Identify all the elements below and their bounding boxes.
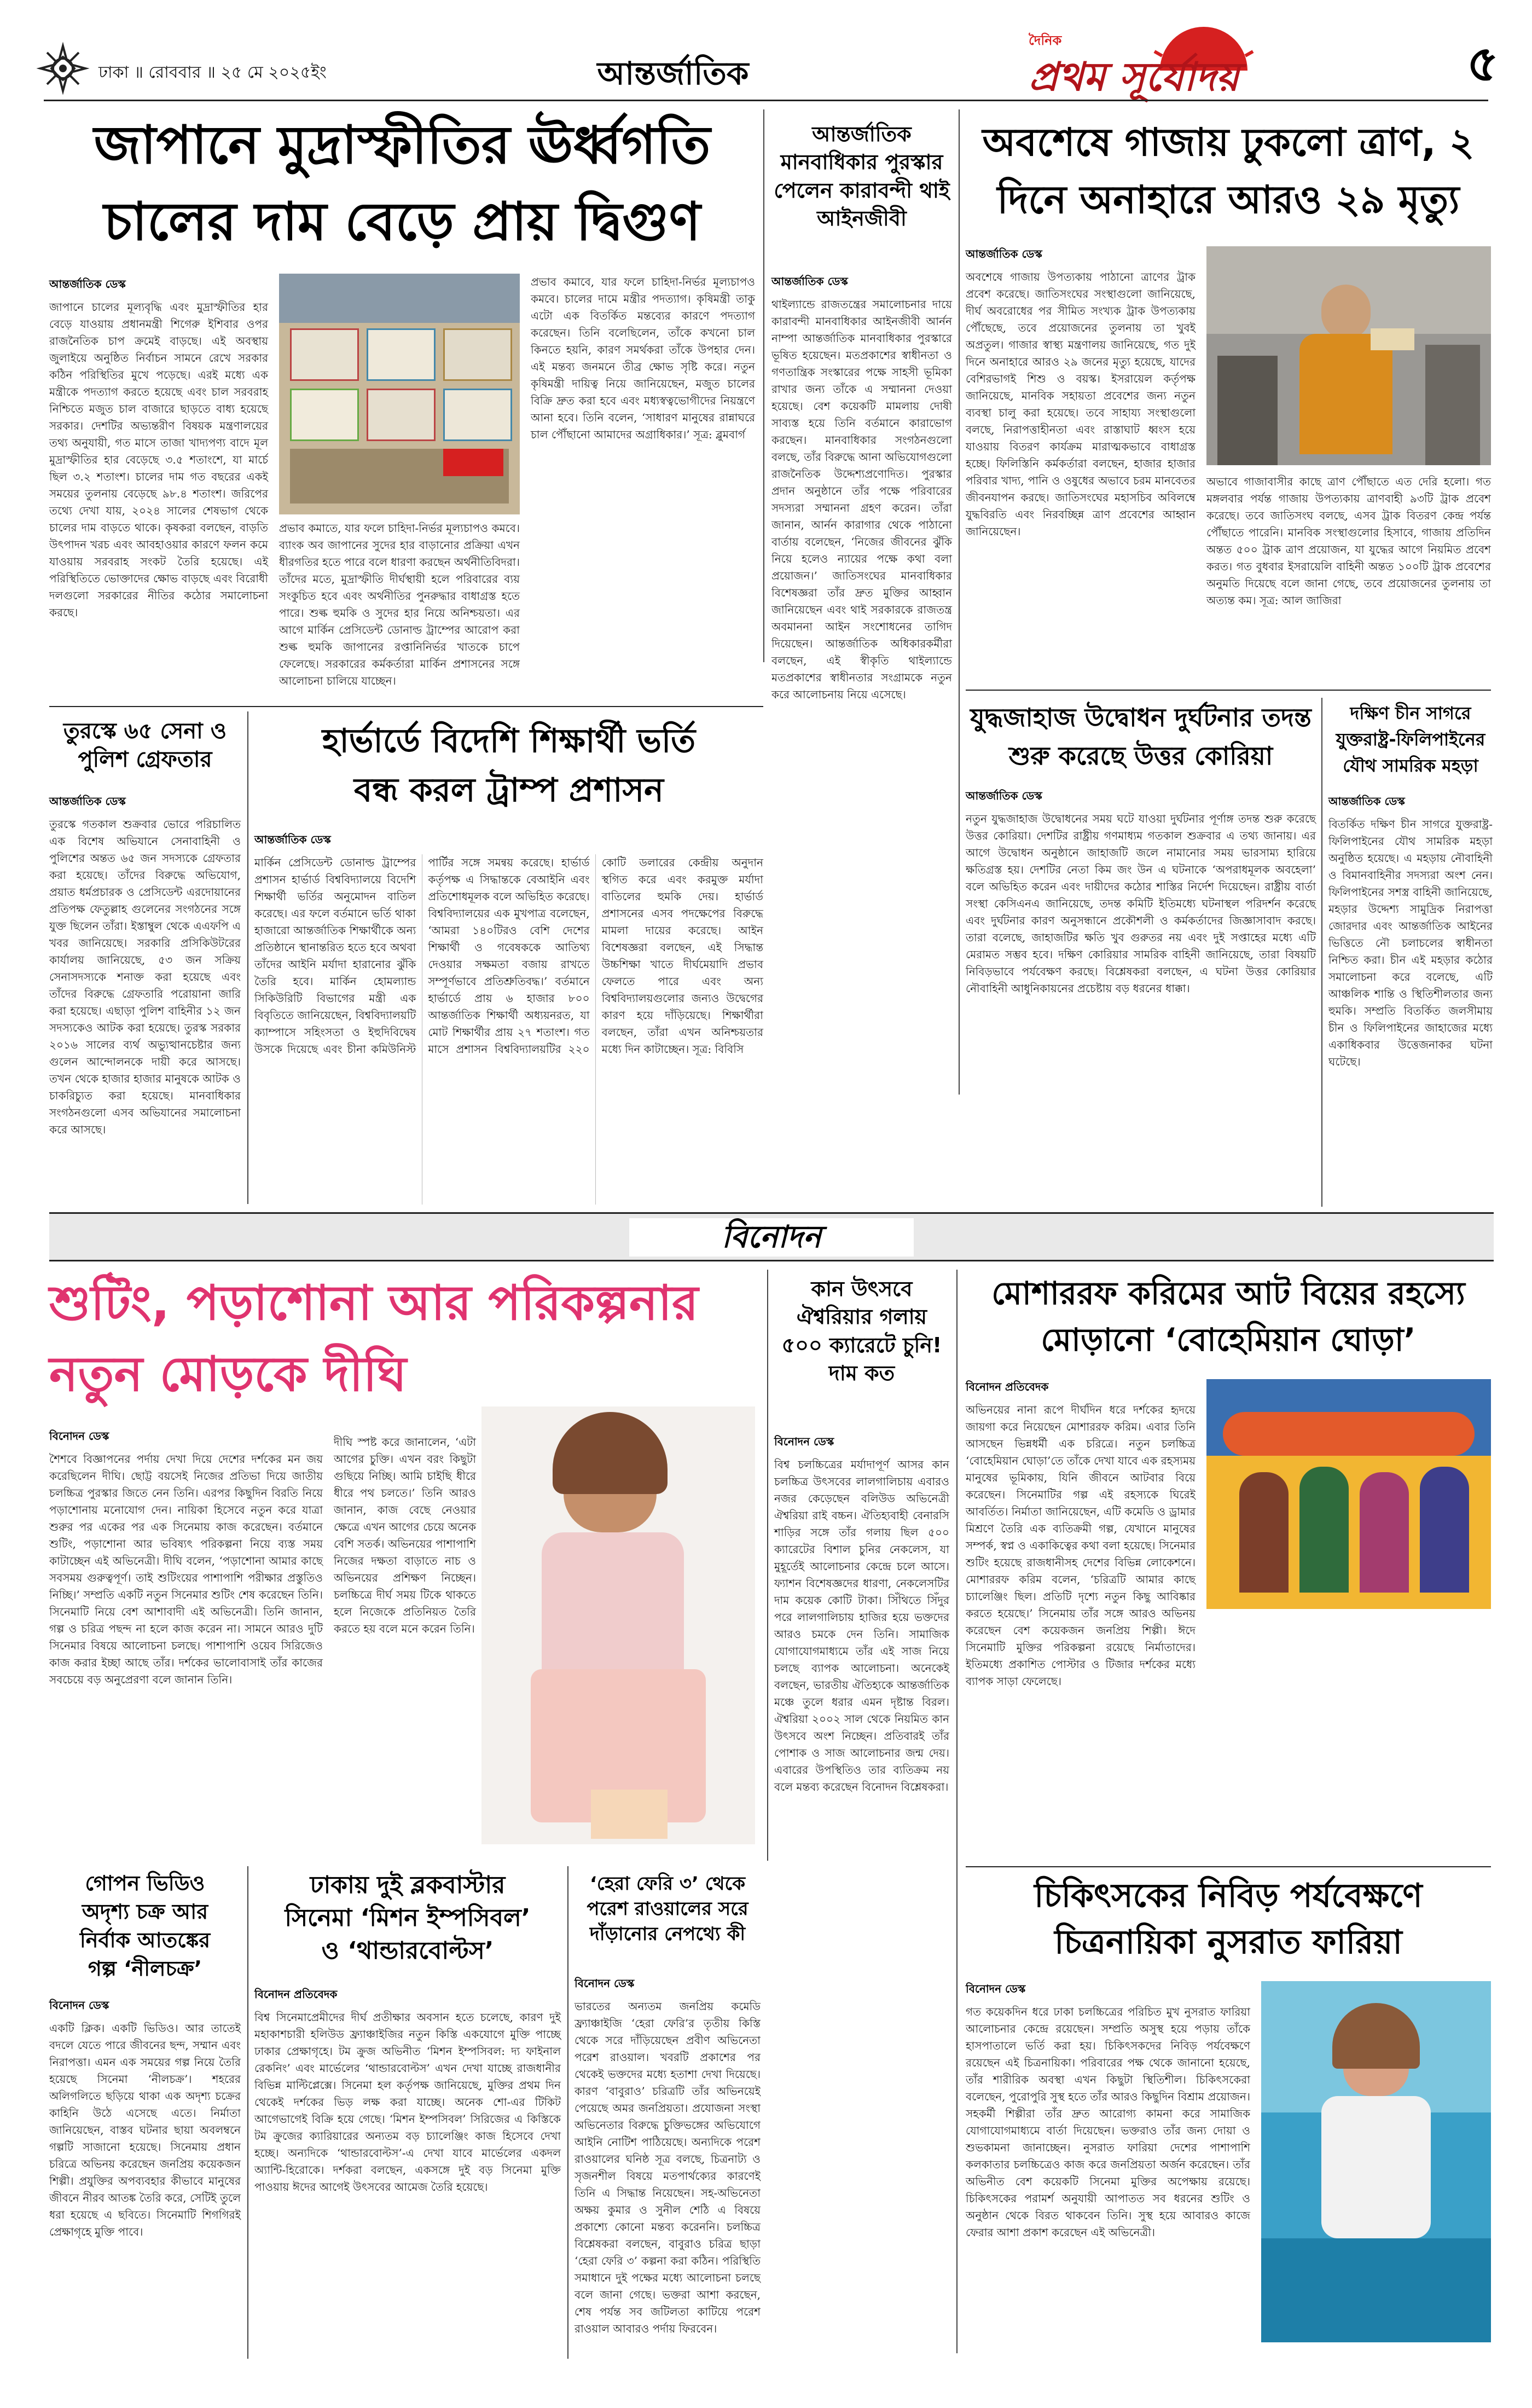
masthead-title: প্রথম সূর্যোদয়: [1029, 54, 1239, 100]
nilchokro-headline-2: অদৃশ্য চক্র আর: [82, 1900, 208, 1924]
scs-desk: আন্তর্জাতিক ডেস্ক: [1328, 795, 1405, 808]
col-divider-2: [959, 109, 960, 1095]
article-nusrat: [966, 1872, 1491, 2359]
col-divider-5: [767, 1270, 768, 1861]
award-desk: আন্তর্জাতিক ডেস্ক: [771, 275, 848, 288]
dhaka-desk: বিনোদন প্রতিবেদক: [254, 1988, 338, 2001]
dighi-headline-2: নতুন মোড়কে দীঘি: [49, 1346, 407, 1402]
turkey-col: [49, 794, 245, 1221]
ornament-icon: [38, 44, 88, 93]
article-nilchokro: [49, 1866, 245, 2359]
bohemian-ghora-poster: [1206, 1379, 1491, 1609]
turkey-desk: আন্তর্জাতিক ডেস্ক: [49, 795, 126, 808]
korea-body: নতুন যুদ্ধজাহাজ উদ্বোধনের সময় ঘটে যাওয়া দুর্ঘটনার পূর্ণাঙ্গ তদন্ত শুরু করেছে উত্তর কোরিয়া। দেশটির রাষ্ট্রীয় গণমাধ্যম গতকাল শুক্রবার এ তথ্য জানায়। এর আগে উদ্বোধন অনুষ্ঠানে জাহাজটি জলে নামানোর সময় ভারসাম্য হারিয়ে ক্ষতিগ্রস্ত হয়। দেশটির নেতা কিম জং উন এ ঘটনাকে ‘অপরাধমূলক অবহেলা’ বলে অভিহিত করেন এবং দায়ীদের কঠোর শাস্তির নির্দেশ দিয়েছেন। রাষ্ট্রীয় বার্তা সংস্থা কেসিএনএ জানিয়েছে, তদন্ত কমিটি ইতিমধ্যে ঘটনাস্থল পরিদর্শন করেছে এবং দুর্ঘটনার কারণ অনুসন্ধানে প্রকৌশলী ও কর্মকর্তাদের জিজ্ঞাসাবাদ করছে। তারা বলেছে, জাহাজটির ক্ষতি খুব গুরুতর নয় এবং দুই সপ্তাহের মধ্যে এটি মেরামত সম্ভব হবে। দক্ষিণ কোরিয়ার সামরিক বাহিনী জানিয়েছে, তারা বিষয়টি নিবিড়ভাবে পর্যবেক্ষণ করছে। বিশ্লেষকরা বলছেন, এ ঘটনা উত্তর কোরিয়ার নৌবাহিনী আধুনিকায়নের প্রচেষ্টায় বড় ধরনের ধাক্কা।: [966, 812, 1320, 995]
article-scs: [1328, 698, 1496, 1207]
nusrat-poolside-photo: [1261, 1981, 1491, 2342]
date-line: ঢাকা ॥ রোববার ॥ ২৫ মে ২০২৫ইং: [98, 63, 327, 82]
article-award: [771, 109, 956, 1095]
dighi-col-mid: [334, 1434, 480, 1839]
japan-col-left: [49, 276, 272, 706]
gaza-col-left: [966, 246, 1199, 684]
entertainment-band-title: বিনোদন: [629, 1218, 914, 1257]
aishwarya-body: বিশ্ব চলচ্চিত্রের মর্যাদাপূর্ণ আসর কান চলচ্চিত্র উৎসবের লালগালিচায় এবারও নজর কেড়েছেন বলিউড অভিনেত্রী ঐশ্বরিয়া রাই বচ্চন। ঐতিহ্যবাহী বেনারসি শাড়ির সঙ্গে তাঁর গলায় ছিল ৫০০ ক্যারেটের বিশাল চুনির নেকলেস, যা মুহূর্তেই আলোচনার কেন্দ্রে চলে আসে। ফ্যাশন বিশেষজ্ঞদের ধারণা, নেকলেসটির দাম কয়েক কোটি টাকা। সিঁথিতে সিঁদুর পরে লালগালিচায় হাজির হয়ে ভক্তদের আরও চমকে দেন তিনি। সামাজিক যোগাযোগমাধ্যমে তাঁর এই সাজ নিয়ে চলছে ব্যাপক আলোচনা। অনেকেই বলছেন, ভারতীয় ঐতিহ্যকে আন্তর্জাতিক মঞ্চে তুলে ধরার এমন দৃষ্টান্ত বিরল। ঐশ্বরিয়া ২০০২ সাল থেকে নিয়মিত কান উৎসবে অংশ নিচ্ছেন। প্রতিবারই তাঁর পোশাক ও সাজ আলোচনার জন্ম দেয়। এবারের উপস্থিতিও তার ব্যতিক্রম নয় বলে মন্তব্য করেছেন বিনোদন বিশ্লেষকরা।: [774, 1458, 953, 1793]
divider-lower-right: [966, 1866, 1491, 1867]
dhaka-body: বিশ্ব সিনেমাপ্রেমীদের দীর্ঘ প্রতীক্ষার অবসান হতে চলেছে, কারণ দুই মহাকাশচারী হলিউড ফ্র্যাঞ্চাইজির নতুন কিস্তি একযোগে মুক্তি পাচ্ছে ঢাকার প্রেক্ষাগৃহে। টম ক্রুজ অভিনীত ‘মিশন ইম্পসিবল: দ্য ফাইনাল রেকনিং’ এবং মার্ভেলের ‘থান্ডারবোল্টস’ এখন দেখা যাচ্ছে রাজধানীর বিভিন্ন মাল্টিপ্লেক্সে। সিনেমা হল কর্তৃপক্ষ জানিয়েছে, মুক্তির প্রথম দিন থেকেই দর্শকের ভিড় লক্ষ করা যাচ্ছে। অনেক শো-এর টিকিট আগেভাগেই বিক্রি হয়ে গেছে। ‘মিশন ইম্পসিবল’ সিরিজের এ কিস্তিকে টম ক্রুজের ক্যারিয়ারের অন্যতম বড় চ্যালেঞ্জিং কাজ হিসেবে দেখা হচ্ছে। অন্যদিকে ‘থান্ডারবোল্টস’-এ দেখা যাবে মার্ভেলের একদল অ্যান্টি-হিরোকে। দর্শকরা বলছেন, একসঙ্গে দুই বড় সিনেমা মুক্তি পাওয়ায় ঈদের আগেই উৎসবের আমেজ তৈরি হয়েছে।: [254, 2011, 565, 2193]
col-divider-1: [763, 109, 764, 662]
dighi-body: শৈশবে বিজ্ঞাপনের পর্দায় দেখা দিয়ে দেশের দর্শকের মন জয় করেছিলেন দীঘি। ছোট্ট বয়সেই নিজের প্রতিভা দিয়ে জাতীয় চলচ্চিত্র পুরস্কার জিতে নেন তিনি। এরপর কিছুদিন বিরতি নিয়ে পড়াশোনায় মনোযোগ দেন। নায়িকা হিসেবে নতুন করে যাত্রা শুরুর পর একের পর এক সিনেমায় কাজ করেছেন। বর্তমানে শুটিং, পড়াশোনা আর ভবিষ্যৎ পরিকল্পনা নিয়ে ব্যস্ত সময় কাটাচ্ছেন এই অভিনেত্রী। দীঘি বলেন, ‘পড়াশোনা আমার কাছে সবসময় গুরুত্বপূর্ণ। তাই শুটিংয়ের পাশাপাশি পরীক্ষার প্রস্তুতিও নিচ্ছি।’ সম্প্রতি একটি নতুন সিনেমার শুটিং শেষ করেছেন তিনি। সিনেমাটি নিয়ে বেশ আশাবাদী এই অভিনেত্রী। তিনি জানান, গল্প ও চরিত্র পছন্দ না হলে কাজ করেন না। সামনে আরও দুটি সিনেমার বিষয়ে আলোচনা চলছে। পাশাপাশি ওয়েব সিরিজেও কাজ করার ইচ্ছা আছে তাঁর। দর্শকের ভালোবাসাই তাঁর কাজের সবচেয়ে বড় অনুপ্রেরণা বলে জানান তিনি।: [49, 1452, 327, 1686]
mosharraf-headline-1: মোশাররফ করিমের আট বিয়ের রহস্যে: [991, 1275, 1465, 1312]
herapheri-body: ভারতের অন্যতম জনপ্রিয় কমেডি ফ্র্যাঞ্চাইজি ‘হেরা ফেরি’র তৃতীয় কিস্তি থেকে সরে দাঁড়িয়েছেন প্রবীণ অভিনেতা পরেশ রাওয়াল। খবরটি প্রকাশের পর থেকেই ভক্তদের মধ্যে হতাশা দেখা দিয়েছে। কারণ ‘বাবুরাও’ চরিত্রটি তাঁর অভিনয়েই পেয়েছে অমর জনপ্রিয়তা। প্রযোজনা সংস্থা অভিনেতার বিরুদ্ধে চুক্তিভঙ্গের অভিযোগে আইনি নোটিশ পাঠিয়েছে। অন্যদিকে পরেশ রাওয়ালের ঘনিষ্ঠ সূত্র বলছে, চিত্রনাট্য ও সৃজনশীল বিষয়ে মতপার্থক্যের কারণেই তিনি এ সিদ্ধান্ত নিয়েছেন। সহ-অভিনেতা অক্ষয় কুমার ও সুনীল শেঠি এ বিষয়ে প্রকাশ্যে কোনো মন্তব্য করেননি। চলচ্চিত্র বিশ্লেষকরা বলছেন, বাবুরাও চরিত্র ছাড়া ‘হেরা ফেরি ৩’ কল্পনা করা কঠিন। পরিস্থিতি সমাধানে দুই পক্ষের মধ্যে আলোচনা চলছে বলে জানা গেছে। ভক্তরা আশা করছেন, শেষ পর্যন্ত সব জটিলতা কাটিয়ে পরেশ রাওয়াল আবারও পর্দায় ফিরবেন।: [574, 2000, 764, 2335]
mosharraf-headline-2: মোড়ানো ‘বোহেমিয়ান ঘোড়া’: [1041, 1321, 1416, 1358]
entertainment-band: [49, 1212, 1494, 1261]
divider-mid-right: [966, 690, 1491, 691]
dighi-col-left: [49, 1428, 327, 1856]
herapheri-headline: ‘হেরা ফেরি ৩’ থেকে পরেশ রাওয়ালের সরে দাঁড়ানোর নেপথ্যে কী: [587, 1873, 748, 1945]
dighi-body-2: দীঘি স্পষ্ট করে জানালেন, ‘এটা আগের চুক্তি। এখন বরং কিছুটা গুছিয়ে নিচ্ছি। আমি চাইছি ধীরে ধীরে পথ চলতে।’ তিনি আরও জানান, কাজ বেছে নেওয়ার ক্ষেত্রে এখন আগের চেয়ে অনেক বেশি সতর্ক। অভিনয়ের পাশাপাশি নিজের দক্ষতা বাড়াতে নাচ ও অভিনয়ের প্রশিক্ষণ নিচ্ছেন। চলচ্চিত্রে দীর্ঘ সময় টিকে থাকতে হলে নিজেকে প্রতিনিয়ত তৈরি করতে হয় বলে মনে করেন তিনি।: [334, 1435, 480, 1635]
article-aishwarya: [774, 1270, 953, 2353]
page-number: ৫: [1466, 35, 1499, 92]
korea-headline-2: শুরু করেছে উত্তর কোরিয়া: [1008, 741, 1273, 771]
turkey-body: তুরস্কে গতকাল শুক্রবার ভোরে পরিচালিত এক বিশেষ অভিযানে সেনাবাহিনী ও পুলিশের অন্তত ৬৫ জন সদস্যকে গ্রেফতার করা হয়েছে। তাঁদের বিরুদ্ধে অভিযোগ, প্রয়াত ধর্মপ্রচারক ও প্রেসিডেন্ট এরদোয়ানের প্রতিপক্ষ ফেতুল্লাহ গুলেনের সংগঠনের সঙ্গে যুক্ত ছিলেন তাঁরা। ইস্তাম্বুল থেকে এএফপি এ খবর জানিয়েছে। সরকারি প্রসিকিউটরের কার্যালয় জানিয়েছে, ৫৩ জন সক্রিয় সেনাসদস্যকে শনাক্ত করা হয়েছে এবং তাঁদের বিরুদ্ধে গ্রেফতারি পরোয়ানা জারি করা হয়েছে। এছাড়া পুলিশ বাহিনীর ১২ জন সদস্যকেও আটক করা হয়েছে। তুরস্ক সরকার ২০১৬ সালের ব্যর্থ অভ্যুত্থানচেষ্টার জন্য গুলেন আন্দোলনকে দায়ী করে আসছে। তখন থেকে হাজার হাজার মানুষকে আটক ও চাকরিচ্যুত করা হয়েছে। মানবাধিকার সংগঠনগুলো এসব অভিযানের সমালোচনা করে আসছে।: [49, 818, 245, 1136]
aishwarya-col: [774, 1434, 953, 2365]
article-mosharraf: [966, 1270, 1491, 1866]
page-header: [0, 0, 1532, 109]
nilchokro-col: [49, 1998, 245, 2337]
nusrat-col: [966, 1981, 1254, 2354]
col-divider-3: [247, 711, 248, 1204]
scs-headline-1: দক্ষিণ চীন সাগরে: [1350, 703, 1471, 723]
turkey-headline: তুরস্কে ৬৫ সেনা ও পুলিশ গ্রেফতার: [63, 719, 227, 772]
nusrat-desk: বিনোদন ডেস্ক: [966, 1982, 1026, 1995]
header-rule: [44, 100, 1488, 101]
nilchokro-body: একটি ক্লিক। একটি ভিডিও। আর তাতেই বদলে যেতে পারে জীবনের ছন্দ, সম্মান এবং নিরাপত্তা। এমন এক সময়ের গল্প নিয়ে তৈরি হয়েছে সিনেমা ‘নীলচক্র’। শহরের অলিগলিতে ছড়িয়ে থাকা এক অদৃশ্য চক্রের কাহিনি উঠে এসেছে এতে। নির্মাতা জানিয়েছেন, বাস্তব ঘটনার ছায়া অবলম্বনে গল্পটি সাজানো হয়েছে। সিনেমায় প্রধান চরিত্রে অভিনয় করেছেন জনপ্রিয় কয়েকজন শিল্পী। প্রযুক্তির অপব্যবহার কীভাবে মানুষের জীবনে নীরব আতঙ্ক তৈরি করে, সেটিই তুলে ধরা হয়েছে এ ছবিতে। সিনেমাটি শিগগিরই প্রেক্ষাগৃহে মুক্তি পাবে।: [49, 2022, 245, 2238]
nilchokro-headline-4: গল্প ‘নীলচক্র’: [88, 1956, 202, 1981]
dhaka-headline-1: ঢাকায় দুই ব্লকবাস্টার: [310, 1871, 506, 1899]
col-divider-6: [956, 1270, 958, 2353]
herapheri-col: [574, 1976, 764, 2348]
col-divider-4: [1321, 698, 1322, 1207]
nusrat-body: গত কয়েকদিন ধরে ঢাকা চলচ্চিত্রের পরিচিত মুখ নুসরাত ফারিয়া আলোচনার কেন্দ্রে রয়েছেন। সম্প্রতি অসুস্থ হয়ে পড়ায় তাঁকে হাসপাতালে ভর্তি করা হয়। চিকিৎসকদের নিবিড় পর্যবেক্ষণে রয়েছেন এই চিত্রনায়িকা। পরিবারের পক্ষ থেকে জানানো হয়েছে, তাঁর শারীরিক অবস্থা এখন কিছুটা স্থিতিশীল। চিকিৎসকেরা বলেছেন, পুরোপুরি সুস্থ হতে তাঁর আরও কিছুদিন বিশ্রাম প্রয়োজন। সহকর্মী শিল্পীরা তাঁর দ্রুত আরোগ্য কামনা করে সামাজিক যোগাযোগমাধ্যমে বার্তা দিয়েছেন। ভক্তরাও তাঁর জন্য দোয়া ও শুভকামনা জানাচ্ছেন। নুসরাত ফারিয়া দেশের পাশাপাশি কলকাতার চলচ্চিত্রেও কাজ করে জনপ্রিয়তা অর্জন করেছেন। তাঁর অভিনীত বেশ কয়েকটি সিনেমা মুক্তির অপেক্ষায় রয়েছে। চিকিৎসকের পরামর্শ অনুযায়ী আপাতত সব ধরনের শুটিং ও অনুষ্ঠান থেকে বিরত থাকবেন তিনি। সুস্থ হয়ে আবারও কাজে ফেরার আশা প্রকাশ করেছেন এই অভিনেত্রী।: [966, 2005, 1254, 2239]
gaza-headline-1: অবশেষে গাজায় ঢুকলো ত্রাণ, ২: [982, 120, 1475, 165]
award-headline: আন্তর্জাতিক মানবাধিকার পুরস্কার পেলেন কারাবন্দী থাই আইনজীবী: [774, 122, 950, 230]
japan-col-mid: [279, 520, 524, 706]
dighi-portrait-photo: [481, 1406, 755, 1844]
col-divider-8: [567, 1866, 568, 2359]
dighi-desk: বিনোদন ডেস্ক: [49, 1429, 109, 1443]
scs-headline-3: যৌথ সামরিক মহড়া: [1343, 755, 1478, 776]
korea-col: [966, 788, 1320, 1205]
japan-body-mid: প্রভাব কমাতে, যার ফলে চাহিদা-নির্ভর মূল্যচাপও কমবে। ব্যাংক অব জাপানের সুদের হার বাড়ানোর প্রক্রিয়া এখন ধীরগতির হতে পারে বলে ধারণা করছেন অর্থনীতিবিদরা। তাঁদের মতে, মুদ্রাস্ফীতি দীর্ঘস্থায়ী হলে পরিবারের ব্যয় সংকুচিত হবে এবং অর্থনীতির পুনরুদ্ধার বাধাগ্রস্ত হতে পারে। শুল্ক হুমকি ও সুদের হার নিয়ে অনিশ্চয়তা। এর আগে মার্কিন প্রেসিডেন্ট ডোনাল্ড ট্রাম্পের আরোপ করা শুল্ক হুমকি জাপানের রপ্তানিনির্ভর খাতকে চাপে ফেলেছে। সরকারের কর্মকর্তারা মার্কিন প্রশাসনের সঙ্গে আলোচনা চালিয়ে যাচ্ছেন।: [279, 522, 524, 687]
gaza-child-photo: [1206, 246, 1491, 465]
dhaka-headline-3: ও ‘থান্ডারবোল্টস’: [321, 1937, 494, 1965]
nusrat-headline-2: চিত্রনায়িকা নুসরাত ফারিয়া: [1054, 1923, 1402, 1961]
masthead-small: দৈনিক: [1029, 33, 1062, 48]
dighi-headline-1: শুটিং, পড়াশোনা আর পরিকল্পনার: [49, 1275, 699, 1331]
gaza-desk: আন্তর্জাতিক ডেস্ক: [966, 247, 1042, 261]
article-japan: [49, 109, 759, 706]
nilchokro-desk: বিনোদন ডেস্ক: [49, 1999, 109, 2012]
article-korea: [966, 698, 1320, 1207]
japan-rice-photo: [279, 274, 520, 514]
scs-headline-2: যুক্তরাষ্ট্র-ফিলিপাইনের: [1336, 729, 1485, 750]
scs-body: বিতর্কিত দক্ষিণ চীন সাগরে যুক্তরাষ্ট্র-ফিলিপাইনের যৌথ সামরিক মহড়া অনুষ্ঠিত হয়েছে। এ মহড়ায় নৌবাহিনী ও বিমানবাহিনীর সদস্যরা অংশ নেন। ফিলিপাইনের সশস্ত্র বাহিনী জানিয়েছে, মহড়ার উদ্দেশ্য সামুদ্রিক নিরাপত্তা জোরদার এবং আন্তর্জাতিক আইনের ভিত্তিতে নৌ চলাচলের স্বাধীনতা নিশ্চিত করা। চীন এই মহড়ার কঠোর সমালোচনা করে বলেছে, এটি আঞ্চলিক শান্তি ও স্থিতিশীলতার জন্য হুমকি। সম্প্রতি বিতর্কিত জলসীমায় চীন ও ফিলিপাইনের জাহাজের মধ্যে একাধিকবার উত্তেজনাকর ঘটনা ঘটেছে।: [1328, 818, 1496, 1068]
japan-desk: আন্তর্জাতিক ডেস্ক: [49, 277, 126, 291]
mosharraf-desk: বিনোদন প্রতিবেদক: [966, 1380, 1049, 1393]
japan-headline-2: চালের দাম বেড়ে প্রায় দ্বিগুণ: [103, 191, 701, 252]
article-dighi: [49, 1270, 761, 1861]
aishwarya-headline: কান উৎসবে ঐশ্বরিয়ার গলায় ৫০০ ক্যারেটে চুনি! দাম কত: [781, 1277, 942, 1385]
award-body: থাইল্যান্ডে রাজতন্ত্রের সমালোচনার দায়ে কারাবন্দী মানবাধিকার আইনজীবী আর্নন নাম্পা আন্তর্জাতিক মানবাধিকার পুরস্কারে ভূষিত হয়েছেন। মতপ্রকাশের স্বাধীনতা ও গণতান্ত্রিক সংস্কারের পক্ষে সাহসী ভূমিকা রাখার জন্য তাঁকে এ সম্মাননা দেওয়া হয়েছে। বেশ কয়েকটি মামলায় দোষী সাব্যস্ত হয়ে তিনি বর্তমানে কারাভোগ করছেন। মানবাধিকার সংগঠনগুলো বলছে, তাঁর বিরুদ্ধে আনা অভিযোগগুলো রাজনৈতিক উদ্দেশ্যপ্রণোদিত। পুরস্কার প্রদান অনুষ্ঠানে তাঁর পক্ষে পরিবারের সদস্যরা সম্মাননা গ্রহণ করেন। তাঁরা জানান, আর্নন কারাগার থেকে পাঠানো বার্তায় বলেছেন, ‘নিজের জীবনের ঝুঁকি নিয়ে হলেও ন্যায়ের পক্ষে কথা বলা প্রয়োজন।’ জাতিসংঘের মানবাধিকার বিশেষজ্ঞরা তাঁর দ্রুত মুক্তির আহ্বান জানিয়েছেন এবং থাই সরকারকে রাজতন্ত্র অবমাননা আইন সংশোধনের তাগিদ দিয়েছেন। আন্তর্জাতিক অধিকারকর্মীরা বলছেন, এই স্বীকৃতি থাইল্যান্ডে মতপ্রকাশের স্বাধীনতার সংগ্রামকে নতুন করে আলোচনায় নিয়ে এসেছে।: [771, 298, 956, 701]
nilchokro-headline-3: নির্বাক আতঙ্কের: [79, 1928, 211, 1952]
mosharraf-col-left: [966, 1379, 1199, 1867]
article-harvard: [254, 711, 767, 1226]
section-title: আন্তর্জাতিক: [597, 55, 749, 92]
japan-col-right: [531, 274, 759, 706]
mosharraf-body: অভিনয়ের নানা রূপে দীর্ঘদিন ধরে দর্শকের হৃদয়ে জায়গা করে নিয়েছেন মোশাররফ করিম। এবার তিনি আসছেন ভিন্নধর্মী এক চরিত্রে। নতুন চলচ্চিত্র ‘বোহেমিয়ান ঘোড়া’তে তাঁকে দেখা যাবে এক রহস্যময় মানুষের ভূমিকায়, যিনি জীবনে আটবার বিয়ে করেছেন। সিনেমাটির গল্প এই রহস্যকে ঘিরেই আবর্তিত। নির্মাতা জানিয়েছেন, এটি কমেডি ও ড্রামার মিশ্রণে তৈরি এক ব্যতিক্রমী গল্প, যেখানে মানুষের সম্পর্ক, স্বপ্ন ও একাকিত্বের কথা বলা হয়েছে। সিনেমার শুটিং হয়েছে রাজধানীসহ দেশের বিভিন্ন লোকেশনে। মোশাররফ করিম বলেন, ‘চরিত্রটি আমার কাছে চ্যালেঞ্জিং ছিল। প্রতিটি দৃশ্যে নতুন কিছু আবিষ্কার করতে হয়েছে।’ সিনেমায় তাঁর সঙ্গে আরও অভিনয় করেছেন বেশ কয়েকজন জনপ্রিয় শিল্পী। ঈদে সিনেমাটি মুক্তির পরিকল্পনা রয়েছে নির্মাতাদের। ইতিমধ্যে প্রকাশিত পোস্টার ও টিজার দর্শকের মধ্যে ব্যাপক সাড়া ফেলেছে।: [966, 1403, 1199, 1688]
japan-body-left: জাপানে চালের মূল্যবৃদ্ধি এবং মুদ্রাস্ফীতির হার বেড়ে যাওয়ায় প্রধানমন্ত্রী শিগেরু ইশিবার ওপর রাজনৈতিক চাপ ক্রমেই বাড়ছে। এই অবস্থায় জুলাইয়ে অনুষ্ঠিত নির্বাচন সামনে রেখে সরকার কঠিন পরিস্থিতির মুখে পড়েছে। এরই মধ্যে এক মন্ত্রীকে পদত্যাগ করতে হয়েছে এবং চাল সরবরাহ নিশ্চিতে মজুত চাল বাজারে ছাড়তে বাধ্য হয়েছে সরকার। দেশটির অভ্যন্তরীণ বিষয়ক মন্ত্রণালয়ের তথ্য অনুযায়ী, গত মাসে তাজা খাদ্যপণ্য বাদে মূল মুদ্রাস্ফীতির হার বেড়েছে ৩.৫ শতাংশে, যা মার্চে ছিল ৩.২ শতাংশ। চালের দাম গত বছরের একই সময়ের তুলনায় বেড়েছে ৯৮.৪ শতাংশ। জরিপের তথ্যে দেখা যায়, ২০২৪ সালের শেষভাগ থেকে চালের দাম বাড়তে থাকে। কৃষকরা বলছেন, বাড়তি উৎপাদন খরচ এবং আবহাওয়ার কারণে ফলন কমে যাওয়ায় সরবরাহ সংকট তৈরি হয়েছে। এই পরিস্থিতিতে ভোক্তাদের ক্ষোভ বাড়ছে এবং বিরোধী দলগুলো সরকারের নীতির কঠোর সমালোচনা করছে।: [49, 300, 272, 619]
nilchokro-headline-1: গোপন ভিডিও: [85, 1871, 205, 1895]
article-herapheri: [574, 1866, 764, 2359]
divider-mid-left: [49, 706, 763, 707]
article-gaza: [966, 109, 1495, 684]
nusrat-headline-1: চিকিৎসকের নিবিড় পর্যবেক্ষণে: [1034, 1877, 1423, 1915]
gaza-headline-2: দিনে অনাহারে আরও ২৯ মৃত্যু: [997, 177, 1460, 222]
gaza-col-right: [1206, 473, 1495, 684]
dhaka-col: [254, 1987, 565, 2348]
japan-body-right: প্রভাব কমাবে, যার ফলে চাহিদা-নির্ভর মূল্যচাপও কমবে। চালের দামে মন্ত্রীর পদত্যাগ। কৃষিমন্ত্রী তাকু এটো এক বিতর্কিত মন্তব্যের কারণে পদত্যাগ করেছেন। তিনি বলেছিলেন, তাঁকে কখনো চাল কিনতে হয়নি, কারণ সমর্থকরা তাঁকে উপহার দেন। এই মন্তব্য জনমনে তীব্র ক্ষোভ সৃষ্টি করে। নতুন কৃষিমন্ত্রী দায়িত্ব নিয়ে জানিয়েছেন, মজুত চালের বিক্রি দ্রুত করা হবে এবং মধ্যস্বত্বভোগীদের নিয়ন্ত্রণে আনা হবে। তিনি বলেন, ‘সাধারণ মানুষের রান্নাঘরে চাল পৌঁছানো আমাদের অগ্রাধিকার।’ সূত্র: ব্লুমবার্গ: [531, 275, 759, 441]
article-turkey: [49, 711, 245, 1226]
article-dhaka: [254, 1866, 565, 2359]
harvard-headline-2: বন্ধ করল ট্রাম্প প্রশাসন: [354, 771, 664, 809]
scs-col: [1328, 794, 1496, 1205]
korea-headline-1: যুদ্ধজাহাজ উদ্বোধন দুর্ঘটনার তদন্ত: [970, 703, 1312, 732]
aishwarya-desk: বিনোদন ডেস্ক: [774, 1435, 834, 1448]
korea-desk: আন্তর্জাতিক ডেস্ক: [966, 789, 1042, 802]
harvard-headline-1: হার্ভার্ডে বিদেশি শিক্ষার্থী ভর্তি: [322, 722, 696, 760]
award-col: [771, 274, 956, 1172]
japan-headline-1: জাপানে মুদ্রাস্ফীতির ঊর্ধ্বগতি: [94, 114, 711, 176]
col-divider-7: [247, 1866, 248, 2359]
harvard-body: মার্কিন প্রেসিডেন্ট ডোনাল্ড ট্রাম্পের প্রশাসন হার্ভার্ড বিশ্ববিদ্যালয়ে বিদেশি শিক্ষার্থী ভর্তির অনুমোদন বাতিল করেছে। এর ফলে বর্তমানে ভর্তি থাকা হাজারো আন্তর্জাতিক শিক্ষার্থীকে অন্য প্রতিষ্ঠানে স্থানান্তরিত হতে হবে অথবা তাঁদের আইনি মর্যাদা হারানোর ঝুঁকি তৈরি হবে। মার্কিন হোমল্যান্ড সিকিউরিটি বিভাগের মন্ত্রী এক বিবৃতিতে জানিয়েছেন, বিশ্ববিদ্যালয়টি ক্যাম্পাসে সহিংসতা ও ইহুদিবিদ্বেষ উসকে দিয়েছে এবং চীনা কমিউনিস্ট পার্টির সঙ্গে সমন্বয় করেছে। হার্ভার্ড কর্তৃপক্ষ এ সিদ্ধান্তকে বেআইনি এবং প্রতিশোধমূলক বলে অভিহিত করেছে। বিশ্ববিদ্যালয়ের এক মুখপাত্র বলেছেন, ‘আমরা ১৪০টিরও বেশি দেশের শিক্ষার্থী ও গবেষককে আতিথ্য দেওয়ার সক্ষমতা বজায় রাখতে সম্পূর্ণভাবে প্রতিশ্রুতিবদ্ধ।’ বর্তমানে হার্ভার্ডে প্রায় ৬ হাজার ৮০০ আন্তর্জাতিক শিক্ষার্থী অধ্যয়নরত, যা মোট শিক্ষার্থীর প্রায় ২৭ শতাংশ। গত মাসে প্রশাসন বিশ্ববিদ্যালয়টির ২২০ কোটি ডলারের কেন্দ্রীয় অনুদান স্থগিত করে এবং করমুক্ত মর্যাদা বাতিলের হুমকি দেয়। হার্ভার্ড প্রশাসনের এসব পদক্ষেপের বিরুদ্ধে মামলা দায়ের করেছে। আইন বিশেষজ্ঞরা বলছেন, এই সিদ্ধান্ত উচ্চশিক্ষা খাতে দীর্ঘমেয়াদি প্রভাব ফেলতে পারে এবং অন্য বিশ্ববিদ্যালয়গুলোর জন্যও উদ্বেগের কারণ হয়ে দাঁড়িয়েছে। শিক্ষার্থীরা বলছেন, তাঁরা এখন অনিশ্চয়তার মধ্যে দিন কাটাচ্ছেন। সূত্র: বিবিসি: [254, 856, 767, 1056]
herapheri-desk: বিনোদন ডেস্ক: [574, 1977, 635, 1990]
dhaka-headline-2: সিনেমা ‘মিশন ইম্পসিবল’: [285, 1904, 531, 1932]
gaza-body-right: অভাবে গাজাবাসীর কাছে ত্রাণ পৌঁছাতে এত দেরি হলো। গত মঙ্গলবার পর্যন্ত গাজায় উপত্যকায় ত্রাণবাহী ৯৩টি ট্রাক প্রবেশ করেছে। তবে জাতিসংঘ বলছে, এসব ট্রাক বিতরণ কেন্দ্র পর্যন্ত পৌঁছাতে পারেনি। মানবিক সংস্থাগুলোর হিসাবে, গাজায় প্রতিদিন অন্তত ৫০০ ট্রাক ত্রাণ প্রয়োজন, যা যুদ্ধের আগে নিয়মিত প্রবেশ করত। গত বুধবার ইসরায়েলি বাহিনী অন্তত ১০০টি ট্রাক প্রবেশের অনুমতি দিয়েছে বলে জানা গেছে, তবে প্রয়োজনের তুলনায় তা অত্যন্ত কম। সূত্র: আল জাজিরা: [1206, 475, 1495, 607]
harvard-desk: আন্তর্জাতিক ডেস্ক: [254, 833, 331, 846]
masthead: [1029, 33, 1434, 100]
harvard-cols: [254, 832, 767, 1205]
gaza-body: অবশেষে গাজায় উপত্যকায় পাঠানো ত্রাণের ট্রাক প্রবেশ করেছে। জাতিসংঘের সংস্থাগুলো জানিয়েছে, দীর্ঘ অবরোধের পর সীমিত সংখ্যক ট্রাক উপত্যকায় পৌঁছেছে, তবে প্রয়োজনের তুলনায় তা খুবই অপ্রতুল। গাজার স্বাস্থ্য মন্ত্রণালয় জানিয়েছে, গত দুই দিনে অনাহারে আরও ২৯ জনের মৃত্যু হয়েছে, যাদের বেশিরভাগই শিশু ও বয়স্ক। ইসরায়েল কর্তৃপক্ষ জানিয়েছে, মানবিক সহায়তা প্রবেশের জন্য নতুন ব্যবস্থা চালু করা হয়েছে। তবে সাহায্য সংস্থাগুলো বলছে, নিরাপত্তাহীনতা এবং রাস্তাঘাট ধ্বংস হয়ে যাওয়ায় বিতরণ কার্যক্রম মারাত্মকভাবে বাধাগ্রস্ত হচ্ছে। ফিলিস্তিনি কর্মকর্তারা বলছেন, হাজার হাজার পরিবার খাদ্য, পানি ও ওষুধের অভাবে চরম মানবেতর জীবনযাপন করছে। জাতিসংঘের মহাসচিব অবিলম্বে যুদ্ধবিরতি এবং নিরবচ্ছিন্ন ত্রাণ প্রবেশের আহ্বান জানিয়েছেন।: [966, 270, 1199, 538]
